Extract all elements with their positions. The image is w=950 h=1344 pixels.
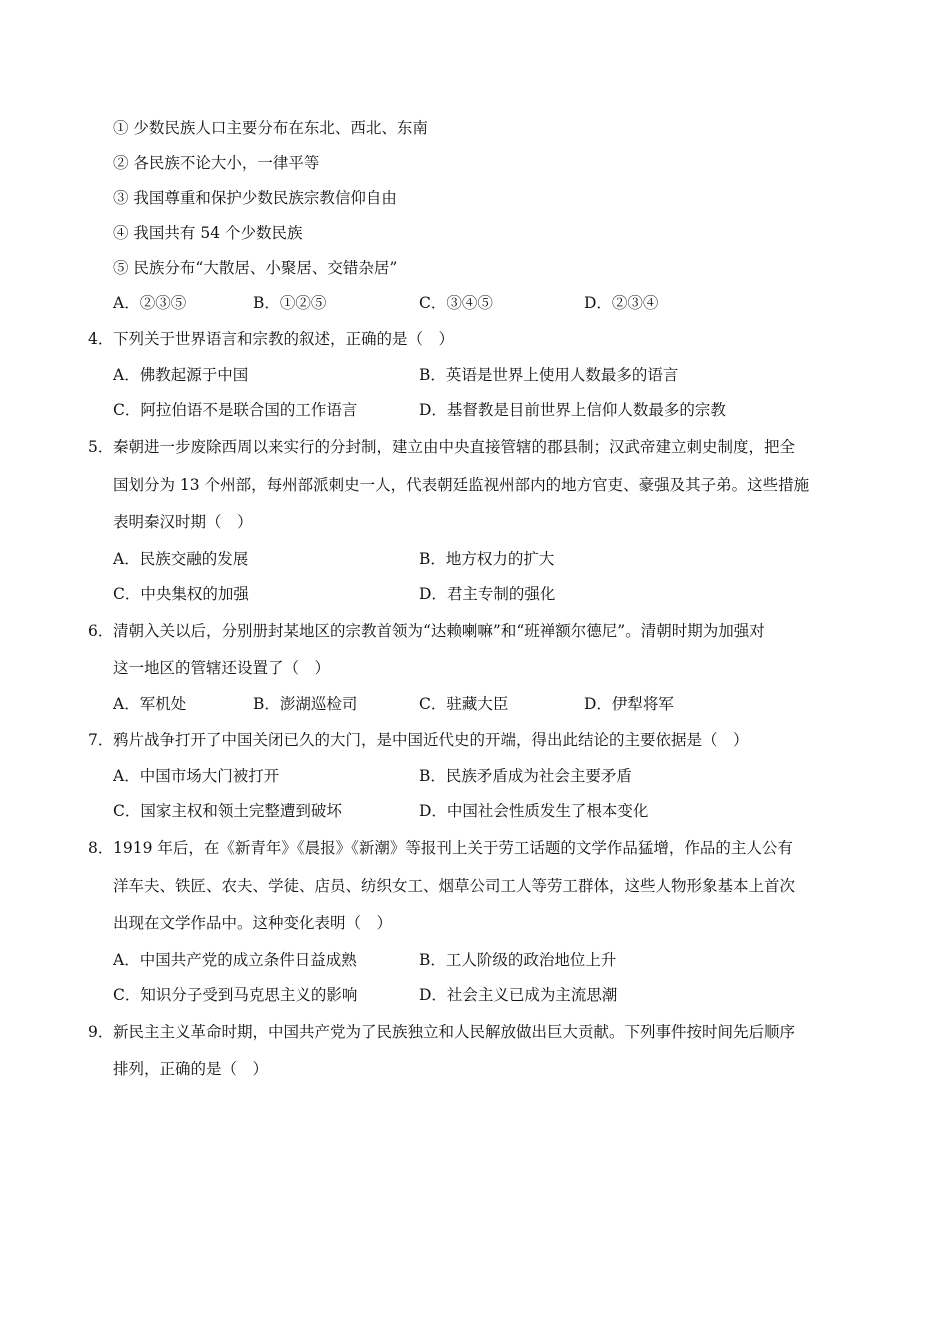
q3-statement-3: ③ 我国尊重和保护少数民族宗教信仰自由 — [113, 189, 397, 207]
q4-stem-line-1: 下列关于世界语言和宗教的叙述，正确的是（ ） — [113, 330, 455, 348]
q8-number: 8． — [88, 839, 114, 857]
q4-option-b: B．英语是世界上使用人数最多的语言 — [419, 366, 679, 384]
q4-option-c: C．阿拉伯语不是联合国的工作语言 — [113, 401, 358, 419]
q5-stem-line-3: 表明秦汉时期（ ） — [113, 513, 253, 531]
q6-option-a: A．军机处 — [113, 695, 187, 713]
q4-number: 4． — [88, 330, 114, 348]
q9-stem-line-1: 新民主主义革命时期，中国共产党为了民族独立和人民解放做出巨大贡献。下列事件按时间先后顺序 — [113, 1023, 796, 1041]
q5-stem-line-1: 秦朝进一步废除西周以来实行的分封制，建立由中央直接管辖的郡县制；汉武帝建立刺史制度，把全 — [113, 438, 796, 456]
q7-stem-line-1: 鸦片战争打开了中国关闭已久的大门，是中国近代史的开端，得出此结论的主要依据是（ ） — [113, 731, 749, 749]
q7-option-c: C．国家主权和领土完整遭到破坏 — [113, 802, 342, 820]
q4-option-a: A．佛教起源于中国 — [113, 366, 249, 384]
q3-option-c: C．③④⑤ — [419, 294, 493, 312]
q6-stem-line-2: 这一地区的管辖还设置了（ ） — [113, 659, 331, 677]
q7-option-b: B．民族矛盾成为社会主要矛盾 — [419, 767, 632, 785]
q5-option-a: A．民族交融的发展 — [113, 550, 249, 568]
q9-stem-line-2: 排列，正确的是（ ） — [113, 1060, 269, 1078]
q5-option-b: B．地方权力的扩大 — [419, 550, 555, 568]
q8-stem-line-3: 出现在文学作品中。这种变化表明（ ） — [113, 914, 393, 932]
q6-option-b: B．澎湖巡检司 — [253, 695, 358, 713]
q9-number: 9． — [88, 1023, 114, 1041]
q3-statement-2: ② 各民族不论大小，一律平等 — [113, 154, 320, 172]
q8-stem-line-2: 洋车夫、铁匠、农夫、学徒、店员、纺织女工、烟草公司工人等劳工群体，这些人物形象基本上首次 — [113, 877, 796, 895]
q3-statement-1: ① 少数民族人口主要分布在东北、西北、东南 — [113, 119, 428, 137]
q8-option-d: D．社会主义已成为主流思潮 — [419, 986, 618, 1004]
q5-number: 5． — [88, 438, 114, 456]
q8-option-b: B．工人阶级的政治地位上升 — [419, 951, 617, 969]
q7-option-a: A．中国市场大门被打开 — [113, 767, 280, 785]
q5-option-c: C．中央集权的加强 — [113, 585, 249, 603]
q8-option-c: C．知识分子受到马克思主义的影响 — [113, 986, 358, 1004]
q3-option-b: B．①②⑤ — [253, 294, 327, 312]
q5-stem-line-2: 国划分为 13 个州部，每州部派刺史一人，代表朝廷监视州部内的地方官吏、豪强及其子弟。这些措施 — [113, 476, 810, 494]
q3-option-a: A．②③⑤ — [113, 294, 187, 312]
q6-number: 6． — [88, 622, 114, 640]
q3-option-d: D．②③④ — [584, 294, 659, 312]
q7-option-d: D．中国社会性质发生了根本变化 — [419, 802, 649, 820]
q5-option-d: D．君主专制的强化 — [419, 585, 556, 603]
q4-option-d: D．基督教是目前世界上信仰人数最多的宗教 — [419, 401, 726, 419]
q3-statement-4: ④ 我国共有 54 个少数民族 — [113, 224, 303, 242]
q8-stem-line-1: 1919 年后，在《新青年》《晨报》《新潮》等报刊上关于劳工话题的文学作品猛增，作品的主人公有 — [113, 839, 793, 857]
q6-option-c: C．驻藏大臣 — [419, 695, 509, 713]
q8-option-a: A．中国共产党的成立条件日益成熟 — [113, 951, 357, 969]
q7-number: 7． — [88, 731, 114, 749]
q3-statement-5: ⑤ 民族分布“大散居、小聚居、交错杂居” — [113, 259, 398, 277]
q6-stem-line-1: 清朝入关以后，分别册封某地区的宗教首领为“达赖喇嘛”和“班禅额尔德尼”。清朝时期为加强对 — [113, 622, 765, 640]
q6-option-d: D．伊犁将军 — [584, 695, 674, 713]
